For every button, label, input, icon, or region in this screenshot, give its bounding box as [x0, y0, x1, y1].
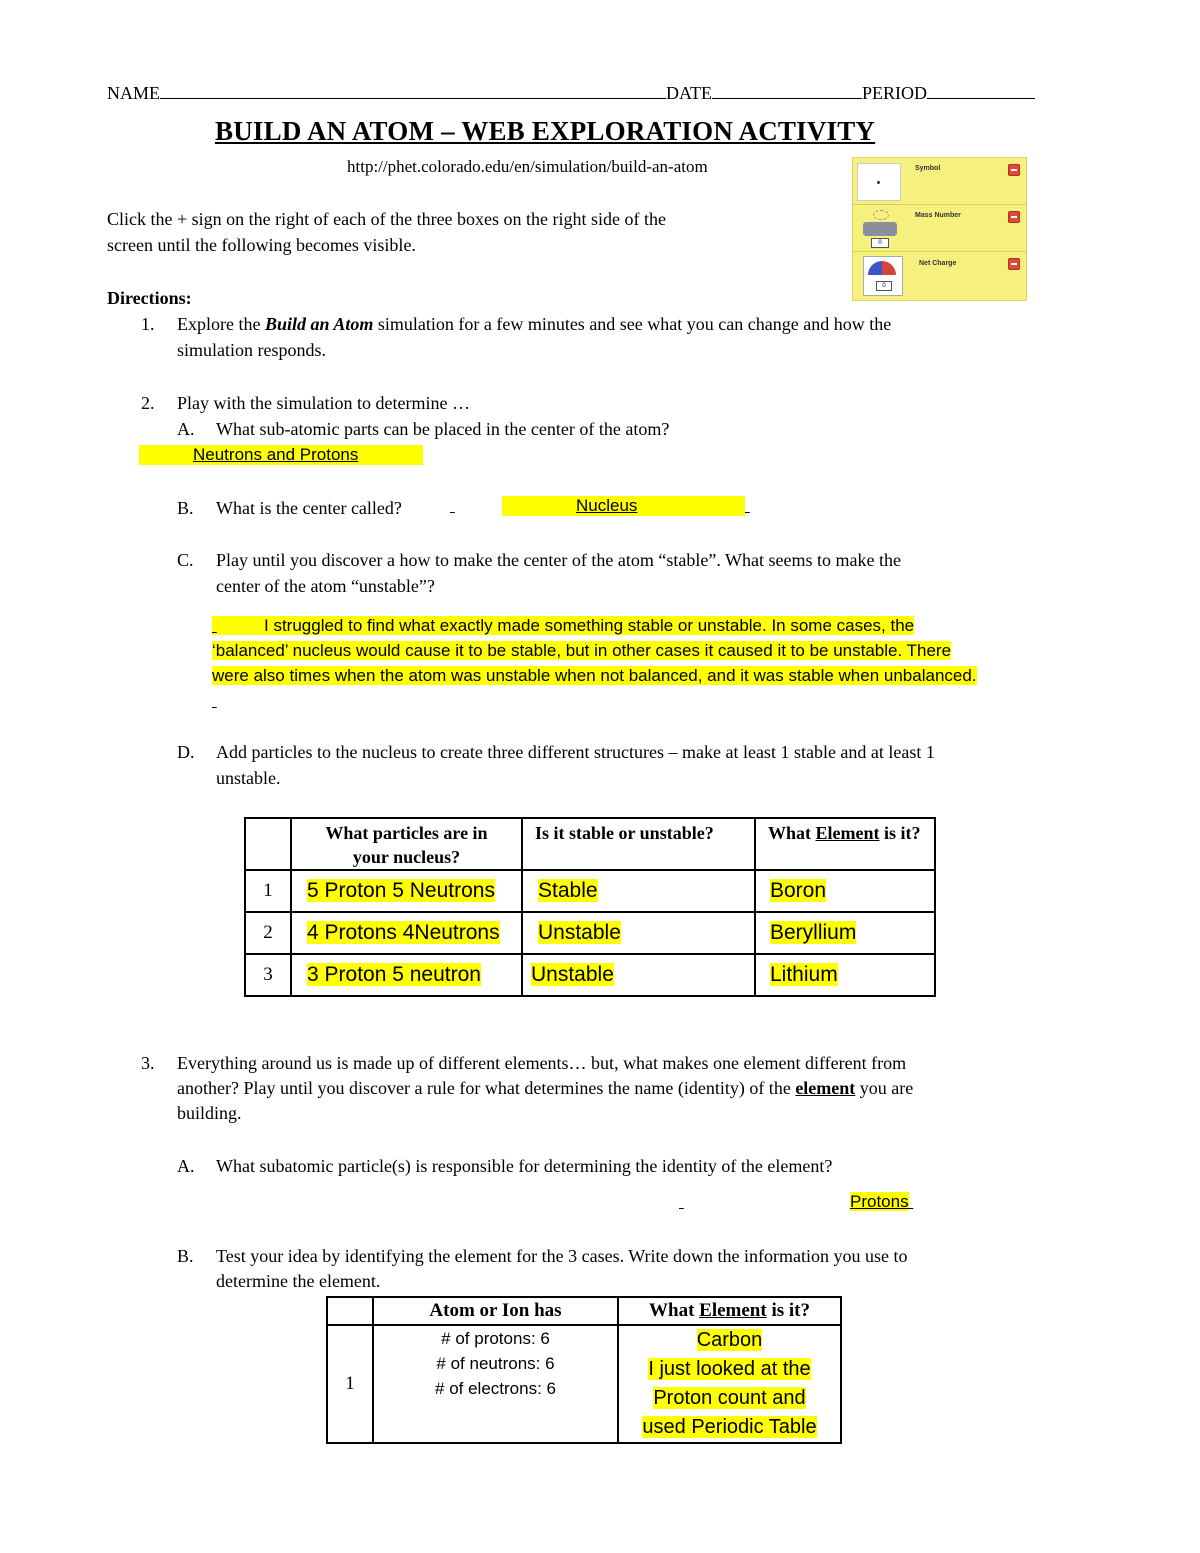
- period-field[interactable]: [927, 84, 1035, 99]
- table-header-element: What Element is it?: [618, 1297, 841, 1325]
- q2a-answer-field[interactable]: Neutrons and Protons: [139, 445, 423, 465]
- q3a-letter: A.: [177, 1156, 195, 1176]
- table-header-stability: Is it stable or unstable?: [522, 818, 755, 870]
- table-row: [327, 1325, 841, 1443]
- q2a-letter: A.: [177, 419, 195, 439]
- directions-heading: Directions:: [107, 288, 192, 308]
- q3a-text: What subatomic particle(s) is responsible for determining the identity of the element?: [216, 1156, 833, 1176]
- date-field[interactable]: [712, 84, 862, 99]
- net-charge-label: Net Charge: [919, 260, 957, 267]
- particles-cell[interactable]: 5 Proton 5 Neutrons: [291, 870, 522, 912]
- atom-info-cell: [373, 1325, 618, 1443]
- q2d-letter: D.: [177, 742, 195, 762]
- header-fields: [107, 83, 1035, 104]
- stability-cell[interactable]: Unstable: [522, 912, 755, 954]
- q2c-answer-field[interactable]: I struggled to find what exactly made something stable or unstable. In some cases, the ‘balanced’ nucleus would cause it to be stable, but in other cases it caused it to be unstable. There were also times when the atom was unstable when not balanced, and it was stable when unbalanced.: [212, 616, 977, 685]
- stability-cell[interactable]: Unstable: [522, 954, 755, 996]
- simulation-url[interactable]: http://phet.colorado.edu/en/simulation/build-an-atom: [347, 157, 708, 176]
- page-title: BUILD AN ATOM – WEB EXPLORATION ACTIVITY: [215, 116, 876, 146]
- symbol-label: Symbol: [915, 165, 941, 172]
- electrons-count: # of electrons: 6: [435, 1379, 556, 1398]
- table-header-row: [327, 1297, 841, 1325]
- table-header-atom: Atom or Ion has: [373, 1297, 618, 1325]
- q2b-letter: B.: [177, 498, 194, 518]
- collapse-symbol-icon[interactable]: [1008, 164, 1020, 176]
- net-charge-box: [853, 252, 1026, 298]
- scale-readout: 0: [871, 238, 889, 248]
- mass-number-box: [853, 205, 1026, 252]
- period-label: PERIOD: [862, 83, 928, 103]
- table-header-num: [245, 818, 291, 870]
- q3-number: 3.: [141, 1053, 155, 1073]
- scale-icon: [861, 210, 899, 246]
- q2d-line2: unstable.: [216, 768, 281, 788]
- q2a-text: What sub-atomic parts can be placed in the center of the atom?: [216, 419, 670, 439]
- q2c-line1: Play until you discover a how to make the center of the atom “stable”. What seems to make the: [216, 550, 901, 570]
- particles-cell[interactable]: 4 Protons 4Neutrons: [291, 912, 522, 954]
- table-header-element: What Element is it?: [755, 818, 935, 870]
- q3-line2: another? Play until you discover a rule for what determines the name (identity) of the element you are: [177, 1078, 914, 1098]
- table-header-row: [245, 818, 935, 870]
- name-field[interactable]: [160, 84, 666, 99]
- answer-line: I just looked at the: [648, 1358, 811, 1380]
- q2c-letter: C.: [177, 550, 194, 570]
- symbol-display: [857, 163, 901, 201]
- row-number: 1: [327, 1325, 373, 1443]
- intro-line-1: Click the + sign on the right of each of the three boxes on the right side of the: [107, 209, 667, 229]
- q2d-line1: Add particles to the nucleus to create three different structures – make at least 1 stable and at least 1: [216, 742, 935, 762]
- q2-text: Play with the simulation to determine …: [177, 393, 470, 413]
- date-label: DATE: [666, 83, 712, 103]
- q1-text: Explore the Build an Atom simulation for a few minutes and see what you can change and how the: [177, 314, 892, 334]
- collapse-charge-icon[interactable]: [1008, 258, 1020, 270]
- q3a-answer-field[interactable]: Protons: [850, 1192, 909, 1211]
- table-row: [245, 912, 935, 954]
- q3b-line2: determine the element.: [216, 1271, 381, 1291]
- table-header-particles: What particles are in your nucleus?: [291, 818, 522, 870]
- table-row: [245, 870, 935, 912]
- element-identification-table: [326, 1296, 842, 1444]
- charge-readout: 0: [876, 281, 892, 291]
- neutrons-count: # of neutrons: 6: [436, 1354, 555, 1373]
- q3b-line1: Test your idea by identifying the element for the 3 cases. Write down the information you use to: [216, 1246, 908, 1266]
- q2b-answer-field[interactable]: Nucleus: [450, 496, 790, 516]
- q2b-text: What is the center called?: [216, 498, 402, 518]
- table-row: [245, 954, 935, 996]
- q3-line3: building.: [177, 1103, 242, 1123]
- q2c-line2: center of the atom “unstable”?: [216, 576, 435, 596]
- answer-line: Carbon: [696, 1329, 763, 1351]
- answer-line: Proton count and: [653, 1387, 806, 1409]
- q3-line1: Everything around us is made up of different elements… but, what makes one element different from: [177, 1053, 907, 1073]
- table-header-num: [327, 1297, 373, 1325]
- q3b-letter: B.: [177, 1246, 194, 1266]
- stability-cell[interactable]: Stable: [522, 870, 755, 912]
- element-answer-cell[interactable]: [618, 1325, 841, 1443]
- nucleus-structures-table: [244, 817, 936, 997]
- intro-line-2: screen until the following becomes visible.: [107, 235, 416, 255]
- element-cell[interactable]: Boron: [755, 870, 935, 912]
- q2-number: 2.: [141, 393, 155, 413]
- particles-cell[interactable]: 3 Proton 5 neutron: [291, 954, 522, 996]
- mass-number-label: Mass Number: [915, 212, 961, 219]
- charge-meter-icon: [863, 256, 903, 296]
- answer-line: used Periodic Table: [642, 1416, 817, 1438]
- element-cell[interactable]: Beryllium: [755, 912, 935, 954]
- row-number: 1: [245, 870, 291, 912]
- symbol-box: [853, 158, 1026, 205]
- name-label: NAME: [107, 83, 160, 103]
- collapse-mass-icon[interactable]: [1008, 211, 1020, 223]
- row-number: 2: [245, 912, 291, 954]
- simulation-panel-image: [852, 157, 1027, 301]
- protons-count: # of protons: 6: [441, 1329, 550, 1348]
- element-cell[interactable]: Lithium: [755, 954, 935, 996]
- q1-number: 1.: [141, 314, 155, 334]
- q1-text-line2: simulation responds.: [177, 340, 326, 360]
- row-number: 3: [245, 954, 291, 996]
